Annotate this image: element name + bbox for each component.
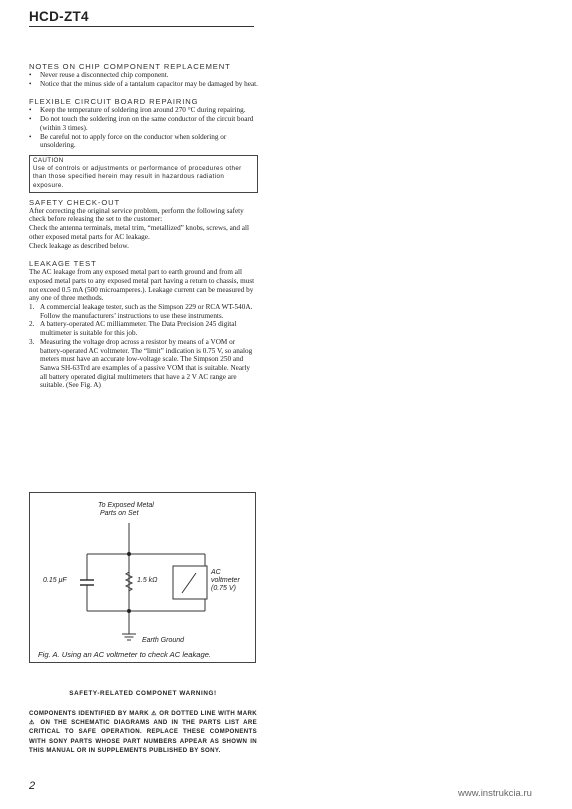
voltmeter-label-2: voltmeter	[211, 577, 240, 584]
flex-item-1: • Keep the temperature of soldering iron around 270 °C during repairing.	[29, 106, 258, 115]
main-column	[29, 62, 258, 390]
flex-heading: FLEXIBLE CIRCUIT BOARD REPAIRING	[29, 97, 199, 107]
header-rule	[29, 26, 254, 27]
leakage-method-3: 3. Measuring the voltage drop across a resistor by means of a VOM or battery-operated AC voltmeter. The “limit” indication is 0.75 V, so analog meters must have an accurate low-voltage scale. The Simpson 250 and Sanwa SH-63Trd are examples of a passive VOM that is suitable. Nearly all battery operated digital multimeters that have a 2 V AC range are suitable. (See Fig. A)	[29, 337, 253, 390]
leakage-method-2: 2. A battery-operated AC milliammeter. The Data Precision 245 digital multimeter is suitable for this job.	[29, 320, 237, 338]
voltmeter-label-1: AC	[211, 569, 221, 576]
junction-dot-top	[127, 552, 131, 556]
figure-a	[29, 492, 256, 663]
chip-heading: NOTES ON CHIP COMPONENT REPLACEMENT	[29, 62, 231, 71]
earth-ground-label: Earth Ground	[142, 637, 185, 644]
voltmeter-needle	[182, 573, 196, 593]
chip-replacement-section	[29, 62, 258, 88]
leakage-intro: The AC leakage from any exposed metal part to earth ground and from all exposed metal parts to any exposed metal part having a return to chassis, must not exceed 0.5 mA (500 microamperes.). Leakage current can be measured by any one of three methods.	[29, 268, 255, 303]
safety-paragraph-1: After correcting the original service problem, perform the following safety check before releasing the set to the customer:	[29, 206, 244, 224]
caution-text: Use of controls or adjustments or performance of procedures other than those specified herein may result in hazardous radiation exposure.	[33, 165, 242, 189]
resistor-value-label: 1.5 kΩ	[137, 577, 158, 584]
flex-item-2: • Do not touch the soldering iron on the same conductor of the circuit board (within 3 times).	[29, 115, 258, 132]
capacitor-value-label: 0.15 μF	[43, 577, 67, 584]
safety-paragraph-2: Check the antenna terminals, metal trim, “metallized” knobs, screws, and all other exposed metal parts for AC leakage.	[29, 224, 249, 241]
safety-heading: SAFETY CHECK-OUT	[29, 197, 121, 207]
flex-list	[29, 106, 258, 150]
chip-item-2: • Notice that the minus side of a tantalum capacitor may be damaged by heat.	[29, 80, 258, 89]
chip-list	[29, 71, 258, 88]
exposed-metal-label-1: To Exposed Metal	[98, 502, 154, 509]
flex-board-section	[29, 97, 258, 150]
page-number: 2	[29, 780, 36, 792]
model-number: HCD-ZT4	[29, 9, 89, 24]
voltmeter-label-3: (0.75 V)	[211, 585, 236, 592]
safety-checkout-section	[29, 198, 258, 251]
leakage-test-section	[29, 259, 258, 390]
junction-dot-bottom	[127, 609, 131, 613]
safety-warning-title: SAFETY-RELATED COMPONET WARNING!	[69, 690, 217, 697]
exposed-metal-label-2: Parts on Set	[100, 510, 139, 517]
figure-caption: Fig. A. Using an AC voltmeter to check AC leakage.	[38, 650, 212, 659]
safety-paragraph-3: Check leakage as described below.	[29, 241, 129, 250]
watermark-link[interactable]: www.instrukcia.ru	[458, 788, 532, 799]
leakage-methods-list	[29, 303, 258, 390]
leakage-method-1: 1. A commercial leakage tester, such as the Simpson 229 or RCA WT-540A. Follow the manufacturers’ instructions to use these instruments.	[29, 303, 253, 320]
caution-title: CAUTION	[33, 156, 64, 164]
safety-warning-body: COMPONENTS IDENTIFIED BY MARK ⚠ OR DOTTED LINE WITH MARK ⚠ ON THE SCHEMATIC DIAGRAMS AND IN THE PARTS LIST ARE CRITICAL TO SAFE OPERATION. REPLACE THESE COMPONENTS WITH SONY PARTS WHOSE PART NUMBERS APPEAR AS SHOWN IN THIS MANUAL OR IN SUPPLEMENTS PUBLISHED BY SONY.	[29, 710, 257, 754]
leakage-heading: LEAKAGE TEST	[29, 259, 97, 269]
caution-box	[29, 155, 258, 193]
voltmeter-box	[173, 566, 207, 599]
flex-item-3: • Be careful not to apply force on the conductor when soldering or unsoldering.	[29, 133, 258, 150]
chip-item-1: • Never reuse a disconnected chip component.	[29, 71, 258, 80]
